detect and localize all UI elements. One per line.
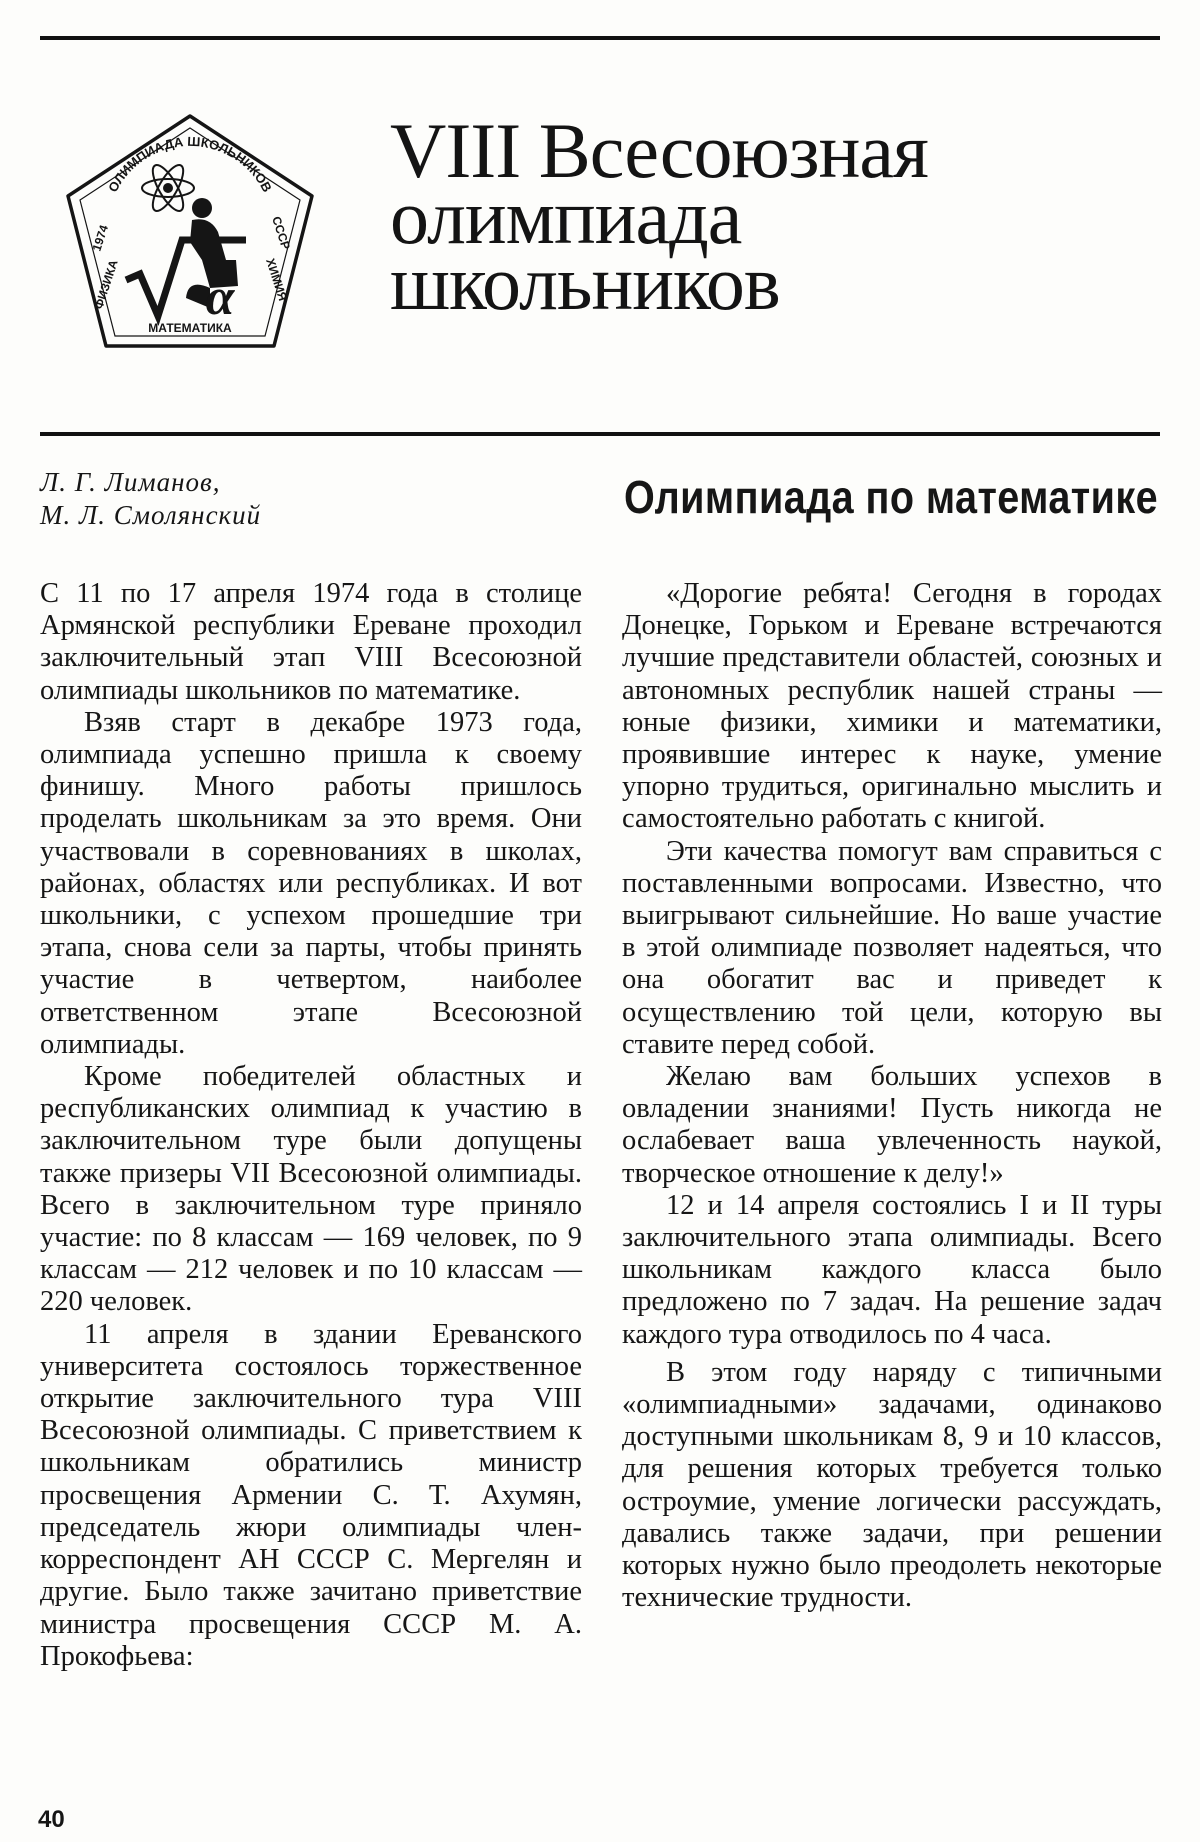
emblem-country: СССР	[269, 214, 293, 252]
paragraph: «Дорогие ребята! Сегодня в городах Донецке, Горьком и Ереване встречаются лучшие представители областей, союзных и автономных республик нашей страны — юные физики, химики и математики, проявившие интерес к науке, умение упорно трудиться, оригинально мыслить и самостоятельно работать с книгой.	[622, 578, 1162, 835]
paragraph: 12 и 14 апреля состоялись I и II туры заключительного этапа олимпиады. Всего школьникам каждого класса было предложено по 7 задач. На решение задач каждого тура отводилось по 4 часа.	[622, 1189, 1162, 1350]
emblem-right-subject: ХИМИЯ	[263, 256, 291, 303]
pentagon-inner-frame	[80, 128, 300, 336]
paragraph: Желаю вам больших успехов в овладении знаниями! Пусть никогда не ослабевает ваша увлеченность наукой, творческое отношение к делу!»	[622, 1061, 1162, 1189]
right-column	[622, 578, 1162, 1615]
paragraph: Кроме победителей областных и республиканских олимпиад к участию в заключительном туре были допущены также призеры VII Всесоюзной олимпиады. Всего в заключительном туре приняло участие: по 8 классам — 169 человек, по 9 классам — 212 человек и по 10 классам — 220 человек.	[40, 1061, 582, 1318]
emblem-left-subject: ФИЗИКА	[91, 258, 121, 311]
article-authors	[40, 466, 261, 532]
title-line: VIII Всесоюзная	[390, 107, 928, 194]
article-title: Олимпиада по математике	[623, 471, 1158, 523]
emblem-bottom-subject: МАТЕМАТИКА	[148, 321, 232, 335]
paragraph: Эти качества помогут вам справиться с поставленными вопросами. Известно, что выигрывают сильнейшие. Но ваше участие в этой олимпиаде позволяет надеяться, что она обогатит вас и приведет к осуществлению той цели, которую вы ставите перед собой.	[622, 835, 1162, 1060]
section-rule	[40, 432, 1160, 436]
paragraph: В этом году наряду с типичными «олимпиадными» задачами, одинаково доступными школьникам 8, 9 и 10 классов, для решения которых требуется только остроумие, умение логически рассуждать, давались также задачи, при решении которых нужно было преодолеть некоторые технические трудности.	[622, 1356, 1162, 1614]
page-title	[390, 107, 1150, 326]
top-rule	[40, 36, 1160, 40]
olympiad-emblem	[60, 110, 320, 360]
paragraph: С 11 по 17 апреля 1974 года в столице Армянской республики Ереване проходил заключительный этап VIII Всесоюзной олимпиады школьников по математике.	[40, 578, 582, 706]
paragraph: Взяв старт в декабре 1973 года, олимпиада успешно пришла к своему финишу. Много работы пришлось проделать школьникам за это время. Они участвовали в соревнованиях в школах, районах, областях или республиках. И вот школьники, с успехом прошедшие три этапа, снова сели за парты, чтобы принять участие в четвертом, наиболее ответственном этапе Всесоюзной олимпиады.	[40, 706, 582, 1060]
atom-icon	[142, 161, 194, 215]
author-name: М. Л. Смолянский	[40, 500, 262, 530]
author-name: Л. Г. Лиманов,	[40, 467, 221, 497]
alpha-icon: α	[205, 269, 235, 326]
page-number: 40	[38, 1806, 65, 1833]
emblem-year: 1974	[89, 223, 112, 253]
emblem-arc-text: ОЛИМПИАДА ШКОЛЬНИКОВ	[105, 133, 275, 195]
title-line: олимпиада	[390, 173, 742, 260]
left-column	[40, 578, 582, 1673]
title-line: школьников	[390, 239, 780, 326]
paragraph: 11 апреля в здании Ереванского университета состоялось торжественное открытие заключительного тура VIII Всесоюзной олимпиады. С приветствием к школьникам обратились министр просвещения Армении С. Т. Ахумян, председатель жюри олимпиады член-корреспондент АН СССР С. Мергелян и другие. Было также зачитано приветствие министра просвещения СССР М. А. Прокофьева:	[40, 1318, 582, 1672]
